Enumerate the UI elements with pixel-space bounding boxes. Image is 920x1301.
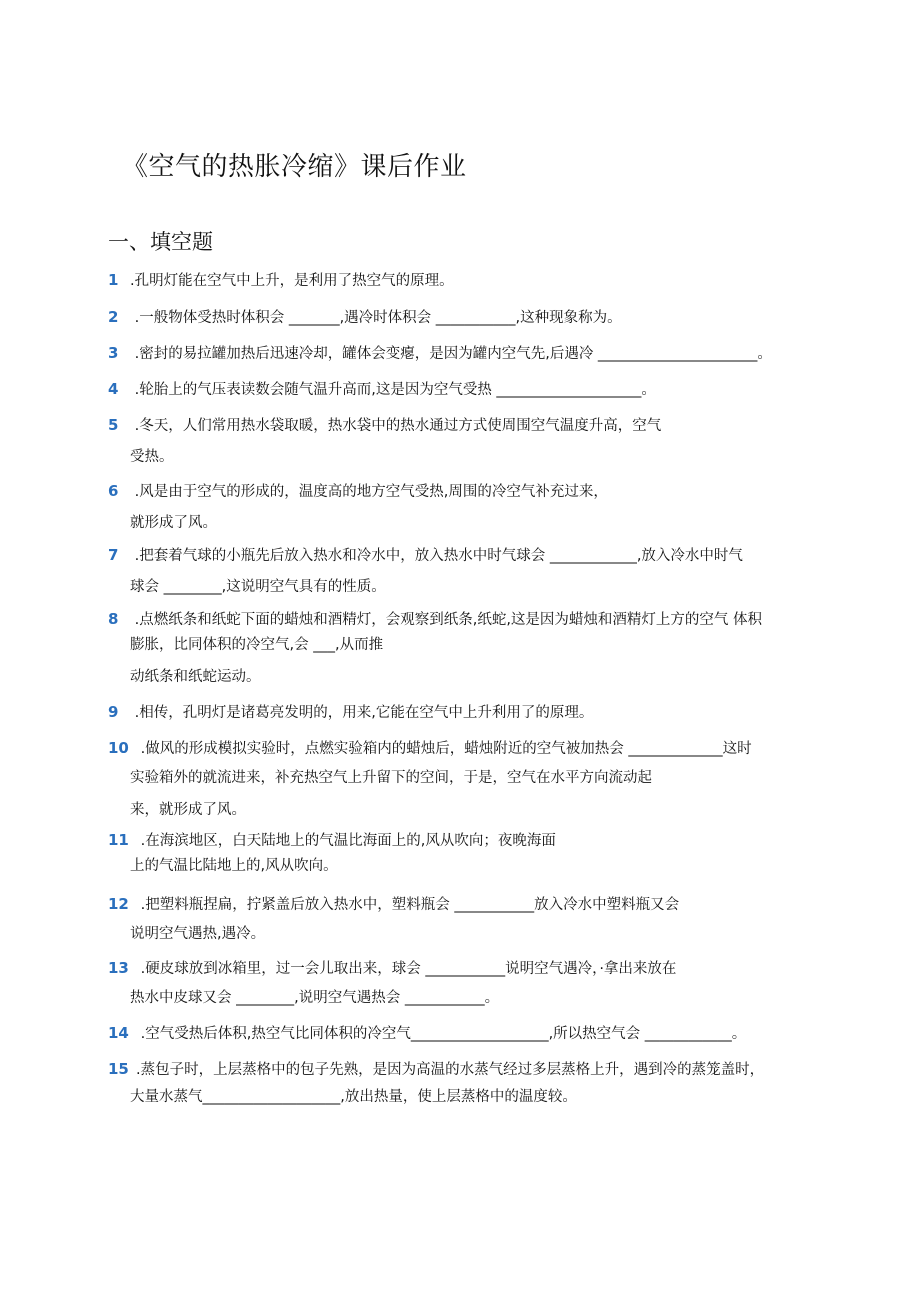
- document-title: 《空气的热胀冷缩》课后作业: [122, 152, 467, 182]
- question-10: [108, 738, 818, 820]
- question-number: 5: [108, 416, 119, 434]
- question-text: .一般物体受热时体积会 _______,遇冷时体积会 ___________,这种现象称为。: [130, 310, 622, 326]
- question-text: .点燃纸条和纸蛇下面的蜡烛和酒精灯，会观察到纸条,纸蛇,这是因为蜡烛和酒精灯上方的空气 体积: [130, 612, 763, 628]
- question-line-continued: 大量水蒸气___________________,放出热量，使上层蒸格中的温度较。: [130, 1089, 577, 1105]
- question-12: [108, 894, 818, 944]
- question-line-continued: 热水中皮球又会 ________,说明空气遇热会 ___________。: [130, 990, 500, 1006]
- question-text: .做风的形成模拟实验时，点燃实验箱内的蜡烛后，蜡烛附近的空气被加热会 _____________这时: [136, 741, 752, 757]
- question-number: 6: [108, 482, 119, 500]
- question-text: .风是由于空气的形成的，温度高的地方空气受热,周围的冷空气补充过来，: [130, 484, 608, 500]
- question-line: [108, 894, 818, 914]
- question-line-continued: 上的气温比陆地上的,风从吹向。: [130, 858, 338, 874]
- question-line: [108, 481, 818, 501]
- question-text: .把套着气球的小瓶先后放入热水和冷水中，放入热水中时气球会 ____________,放入冷水中时气: [130, 548, 743, 564]
- question-line-continued: 动纸条和纸蛇运动。: [130, 669, 261, 685]
- question-number: 10: [108, 739, 129, 757]
- question-number: 3: [108, 344, 119, 362]
- question-9: [108, 702, 818, 722]
- question-number: 8: [108, 610, 119, 628]
- question-line-continued: 膨胀，比同体积的冷空气,会 ___,从而推: [130, 637, 384, 653]
- question-text: .硬皮球放到冰箱里，过一会儿取出来，球会 ___________说明空气遇冷，·拿出来放在: [136, 961, 677, 977]
- question-line: [108, 343, 818, 363]
- question-8: [108, 609, 818, 687]
- question-line: [108, 609, 818, 629]
- question-number: 4: [108, 380, 119, 398]
- question-line: [108, 545, 818, 565]
- question-line-continued: 说明空气遇热,遇冷。: [130, 926, 266, 942]
- question-text: .在海滨地区，白天陆地上的气温比海面上的,风从吹向；夜晚海面: [136, 833, 556, 849]
- question-1: [108, 270, 818, 290]
- question-13: [108, 958, 818, 1008]
- question-line: [108, 830, 818, 850]
- question-line: [108, 307, 818, 327]
- question-line-continued: 来，就形成了风。: [130, 802, 246, 818]
- question-line: [108, 1023, 818, 1043]
- question-text: .轮胎上的气压表读数会随气温升高而,这是因为空气受热 ____________________。: [130, 382, 656, 398]
- question-5: [108, 415, 818, 467]
- question-line: [108, 1059, 818, 1079]
- question-15: [108, 1059, 818, 1107]
- question-number: 13: [108, 959, 129, 977]
- question-text: .把塑料瓶捏扁，拧紧盖后放入热水中，塑料瓶会 ___________放入冷水中塑料瓶又会: [136, 897, 680, 913]
- question-text: .冬天，人们常用热水袋取暖，热水袋中的热水通过方式使周围空气温度升高，空气: [130, 418, 662, 434]
- section-heading-fill-in-blank: 一、填空题: [108, 230, 213, 254]
- question-7: [108, 545, 818, 597]
- question-2: [108, 307, 818, 327]
- question-line: [108, 270, 818, 290]
- question-line: [108, 958, 818, 978]
- question-number: 14: [108, 1024, 129, 1042]
- question-text: .空气受热后体积,热空气比同体积的冷空气___________________,所以热空气会 ____________。: [136, 1026, 747, 1042]
- question-text: .密封的易拉罐加热后迅速冷却，罐体会变瘪，是因为罐内空气先,后遇冷 ______________________。: [130, 346, 772, 362]
- question-line: [108, 702, 818, 722]
- question-number: 9: [108, 703, 119, 721]
- question-11: [108, 830, 818, 876]
- question-14: [108, 1023, 818, 1043]
- question-line-continued: 球会 ________,这说明空气具有的性质。: [130, 579, 386, 595]
- question-4: [108, 379, 818, 399]
- question-line: [108, 415, 818, 435]
- question-text: .蒸包子时，上层蒸格中的包子先熟，是因为高温的水蒸气经过多层蒸格上升，遇到冷的蒸笼盖时，: [136, 1062, 765, 1078]
- question-line: [108, 738, 818, 758]
- question-6: [108, 481, 818, 533]
- question-3: [108, 343, 818, 363]
- question-number: 15: [108, 1060, 129, 1078]
- question-number: 1: [108, 271, 119, 289]
- question-line-continued: 受热。: [130, 449, 174, 465]
- question-line-continued: 就形成了风。: [130, 515, 217, 531]
- question-number: 2: [108, 308, 119, 326]
- question-text: .相传，孔明灯是诸葛亮发明的，用来,它能在空气中上升利用了的原理。: [130, 705, 594, 721]
- question-number: 12: [108, 895, 129, 913]
- question-number: 11: [108, 831, 129, 849]
- question-line: [108, 379, 818, 399]
- question-line-continued: 实验箱外的就流进来，补充热空气上升留下的空间，于是，空气在水平方向流动起: [130, 770, 652, 786]
- question-number: 7: [108, 546, 119, 564]
- question-text: .孔明灯能在空气中上升，是利用了热空气的原理。: [130, 273, 454, 289]
